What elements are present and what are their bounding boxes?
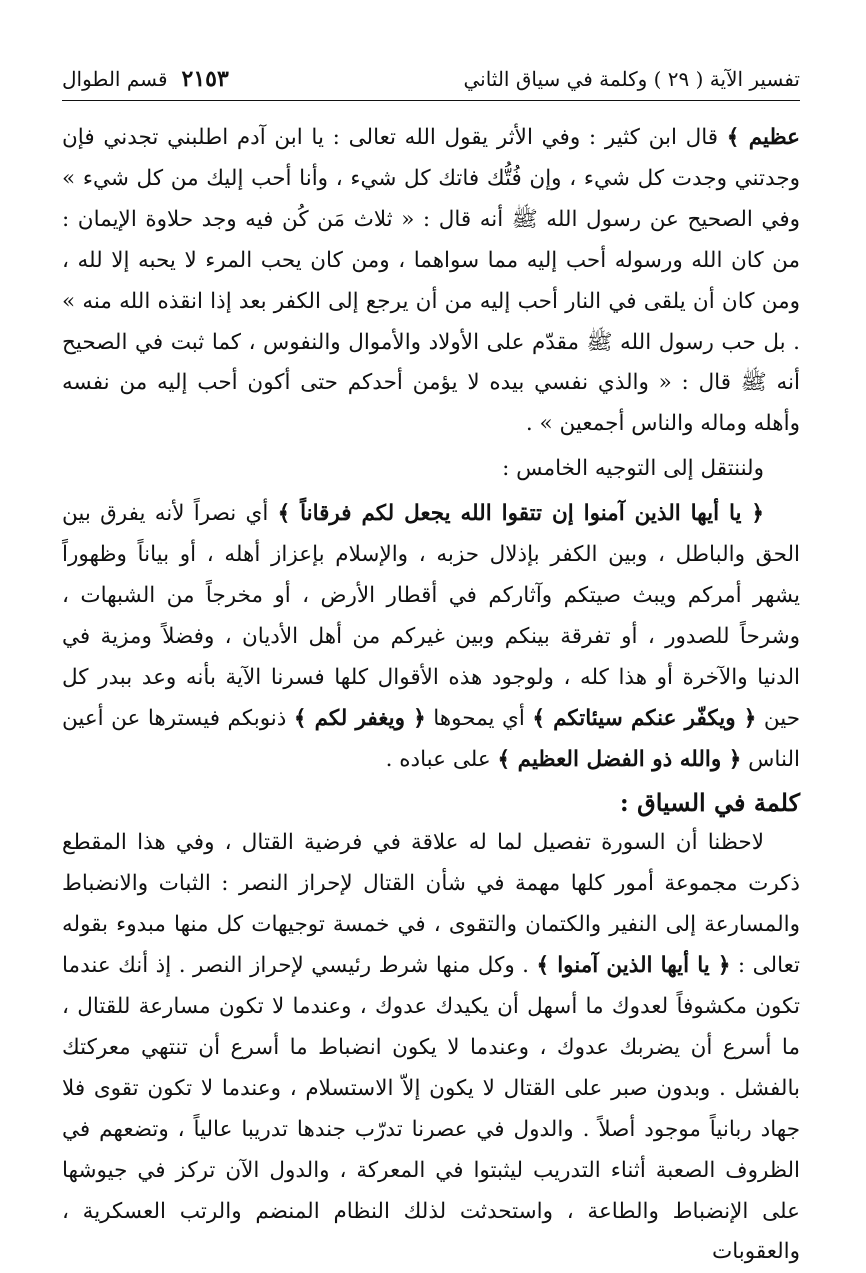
- quran-quote: عظيم ﴾: [726, 125, 800, 150]
- running-title: تفسير الآية ( ٢٩ ) وكلمة في سياق الثاني: [463, 67, 800, 91]
- header-divider: [62, 100, 800, 101]
- paragraph-text: أي نصراً لأنه يفرق بين الحق والباطل ، وبين الكفر بإذلال حزبه ، والإسلام بإعزاز أهله ، أو بياناً وظهوراً يشهر أمركم ويبث صيتكم وآثاركم في أقطار الأرض ، أو مخرجاً من الشبهات ، وشرحاً للصدور ، أو تفرقة بينكم وبين غيركم من أهل الأديان ، وفضلاً ومزية في الدنيا والآخرة أو هذا كله ، ولوجود هذه الأقوال كلها فسرنا الآية بأنه وعد ببدر كل حين: [62, 501, 800, 731]
- paragraph: [62, 449, 800, 490]
- quran-quote: ﴿ ويغفر لكم ﴾: [293, 705, 426, 731]
- paragraph: [62, 823, 800, 1273]
- page-header: [62, 62, 800, 96]
- paragraph-text: قال ابن كثير : وفي الأثر يقول الله تعالى : يا ابن آدم اطلبني تجدني فإن وجدتني وجدت كل شيء ، وإن فُتُّك فاتك كل شيء ، وأنا أحب إليك من كل شيء » وفي الصحيح عن رسول الله ﷺ أنه قال : « ثلاث مَن كُن فيه وجد حلاوة الإيمان : من كان الله ورسوله أحب إليه مما سواهما ، ومن كان يحب المرء لا يحبه إلا لله ، ومن كان أن يلقى في النار أحب إليه من أن يرجع إلى الكفر بعد إذا انقذه الله منه » . بل حب رسول الله ﷺ مقدّم على الأولاد والأموال والنفوس ، كما ثبت في الصحيح أنه ﷺ قال : « والذي نفسي بيده لا يؤمن أحدكم حتى أكون أحب إليه من نفسه وأهله وماله والناس أجمعين » .: [62, 125, 800, 437]
- paragraph-text: على عباده .: [385, 746, 498, 772]
- paragraph-text: . وكل منها شرط رئيسي لإحراز النصر . إذ أنك عندما تكون مكشوفاً لعدوك ما أسهل أن يكيدك عدوك ، وعندما لا تكون مسارعة للقتال ، ما أسرع أن يضربك عدوك ، وعندما لا يكون انضباط ما أسرع أن تنتهي معركتك بالفشل . وبدون صبر على القتال لا يكون إلاّ الاستسلام ، وعندما لا تكون تقوى فلا جهاد ربانياً موجود أصلاً . والدول في عصرنا تدرّب جندها تدريبا عالياً ، وتضعهم في الظروف الصعبة أثناء التدريب ليثبتوا في المعركة ، والدول الآن تركز في جيوشها على الإنضباط والطاعة ، واستحدثت لذلك النظام المنضم والرتب العسكرية ، والعقوبات: [62, 953, 800, 1265]
- section-label: قسم الطوال: [62, 67, 168, 91]
- paragraph: [62, 118, 800, 445]
- paragraph-text: ولننتقل إلى التوجيه الخامس :: [502, 456, 764, 482]
- paragraph: [62, 494, 800, 780]
- page-number: ٢١٥٣: [181, 66, 229, 92]
- quran-quote: ﴿ يا أيها الذين آمنوا ﴾: [536, 953, 731, 979]
- quran-quote: ﴿ ويكفّر عنكم سيئاتكم ﴾: [532, 705, 757, 731]
- commentary-paragraphs: [62, 118, 800, 781]
- paragraph-text: ذنوبكم فيسترها عن أعين الناس: [62, 705, 800, 772]
- header-left-group: [62, 66, 229, 92]
- quran-quote: ﴿ يا أيها الذين آمنوا إن تتقوا الله يجعل لكم فرقاناً ﴾: [277, 501, 764, 527]
- page-body: [62, 118, 800, 1273]
- section-title: كلمة في السياق :: [619, 787, 800, 817]
- quran-quote: ﴿ والله ذو الفضل العظيم ﴾: [497, 746, 742, 772]
- paragraph-text: أي يمحوها: [425, 705, 533, 731]
- paragraph-text: لاحظنا أن السورة تفصيل لما له علاقة في فرضية القتال ، وفي هذا المقطع ذكرت مجموعة أمور كلها مهمة في شأن القتال لإحراز النصر : الثبات والانضباط والمسارعة إلى النفير والكتمان والتقوى ، في خمسة توجيهات كل منها مبدوء بقوله تعالى :: [62, 830, 801, 979]
- section-paragraphs: [62, 823, 800, 1273]
